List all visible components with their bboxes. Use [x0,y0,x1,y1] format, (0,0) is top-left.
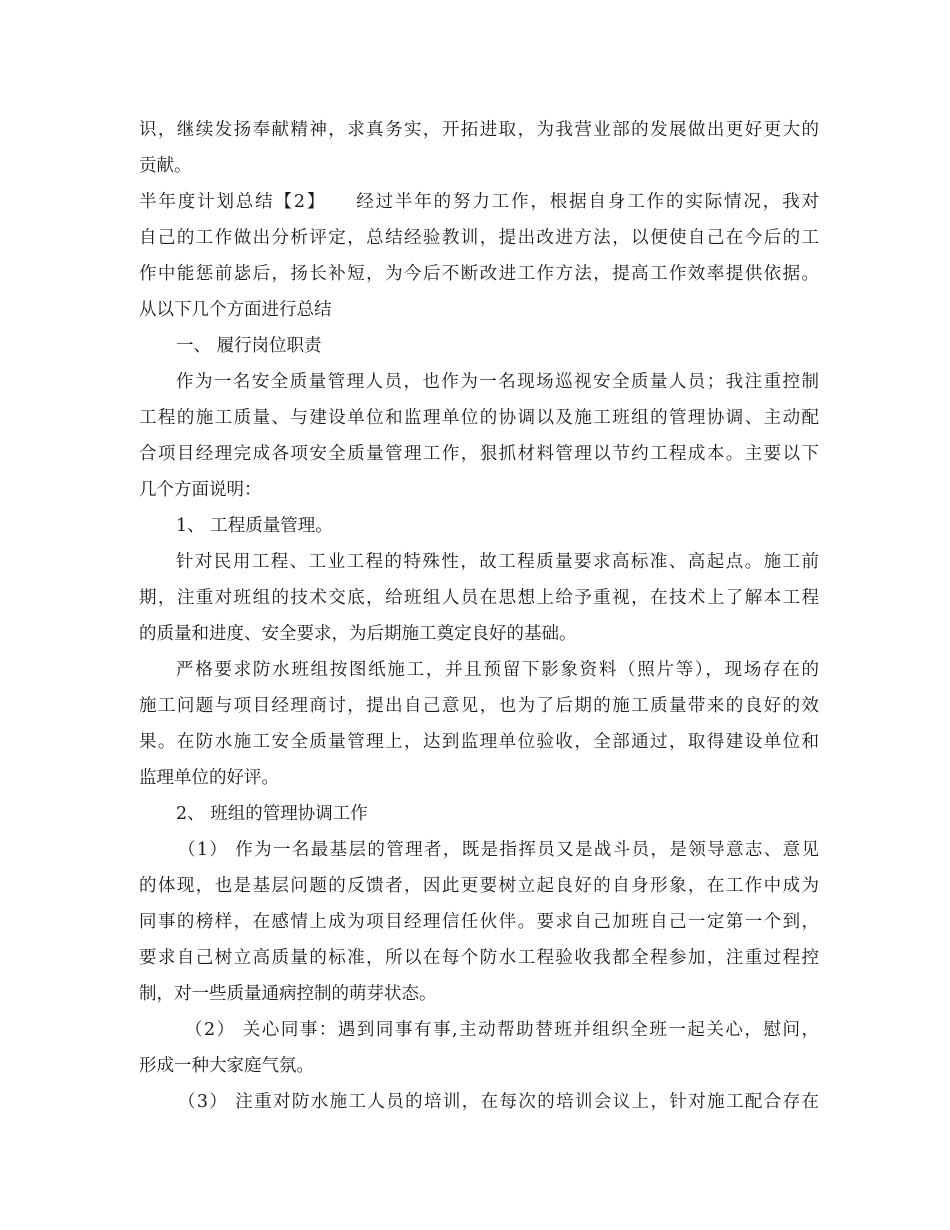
paragraph-line: 识，继续发扬奉献精神，求真务实，开拓进取，为我营业部的发展做出更好更大的 [139,120,819,140]
section-heading-line: 半年度计划总结【2】 经过半年的努力工作，根据自身工作的实际情况，我对 [139,192,819,212]
paragraph-line: 的质量和进度、安全要求，为后期施工奠定良好的基础。 [139,624,577,644]
paragraph-line: （3） 注重对防水施工人员的培训，在每次的培训会议上，针对施工配合存在 [178,1092,819,1112]
paragraph-line: 作中能惩前毖后，扬长补短，为今后不断改进工作方法，提高工作效率提供依据。 [139,264,819,284]
paragraph-line: 施工问题与项目经理商讨，提出自己意见，也为了后期的施工质量带来的良好的效 [139,696,819,716]
paragraph-line: 从以下几个方面进行总结 [139,300,332,320]
paragraph-line: 监理单位的好评。 [139,768,279,788]
paragraph-line: 贡献。 [139,156,192,176]
paragraph-line: 果。在防水施工安全质量管理上，达到监理单位验收，全部通过，取得建设单位和 [139,732,819,752]
paragraph-line: 针对民用工程、工业工程的特殊性，故工程质量要求高标准、高起点。施工前 [176,552,819,572]
paragraph-line: （2） 关心同事：遇到同事有事,主动帮助替班并组织全班一起关心，慰问， [185,1020,819,1040]
subsection-heading: 1、 工程质量管理。 [176,516,333,536]
paragraph-line: 几个方面说明： [139,480,262,500]
paragraph-line: 作为一名安全质量管理人员，也作为一名现场巡视安全质量人员；我注重控制 [176,372,819,392]
paragraph-line: 工程的施工质量、与建设单位和监理单位的协调以及施工班组的管理协调、主动配 [139,408,819,428]
paragraph-line: 严格要求防水班组按图纸施工，并且预留下影象资料（照片等），现场存在的 [176,660,819,680]
paragraph-line: 合项目经理完成各项安全质量管理工作，狠抓材料管理以节约工程成本。主要以下 [139,444,819,464]
paragraph-line: 期，注重对班组的技术交底，给班组人员在思想上给予重视，在技术上了解本工程 [139,588,819,608]
paragraph-line: 形成一种大家庭气氛。 [139,1056,314,1076]
section-heading: 一、 履行岗位职责 [176,336,322,356]
subsection-heading: 2、 班组的管理协调工作 [176,804,368,824]
paragraph-line: 要求自己树立高质量的标准，所以在每个防水工程验收我都全程参加，注重过程控 [139,948,819,968]
paragraph-line: 自己的工作做出分析评定，总结经验教训，提出改进方法，以便使自己在今后的工 [139,228,819,248]
paragraph-line: 同事的榜样，在感情上成为项目经理信任伙伴。要求自己加班自己一定第一个到， [139,912,819,932]
paragraph-line: 的体现，也是基层问题的反馈者，因此更要树立起良好的自身形象，在工作中成为 [139,876,819,896]
paragraph-line: （1） 作为一名最基层的管理者，既是指挥员又是战斗员，是领导意志、意见 [178,840,819,860]
paragraph-line: 制，对一些质量通病控制的萌芽状态。 [139,984,437,1004]
